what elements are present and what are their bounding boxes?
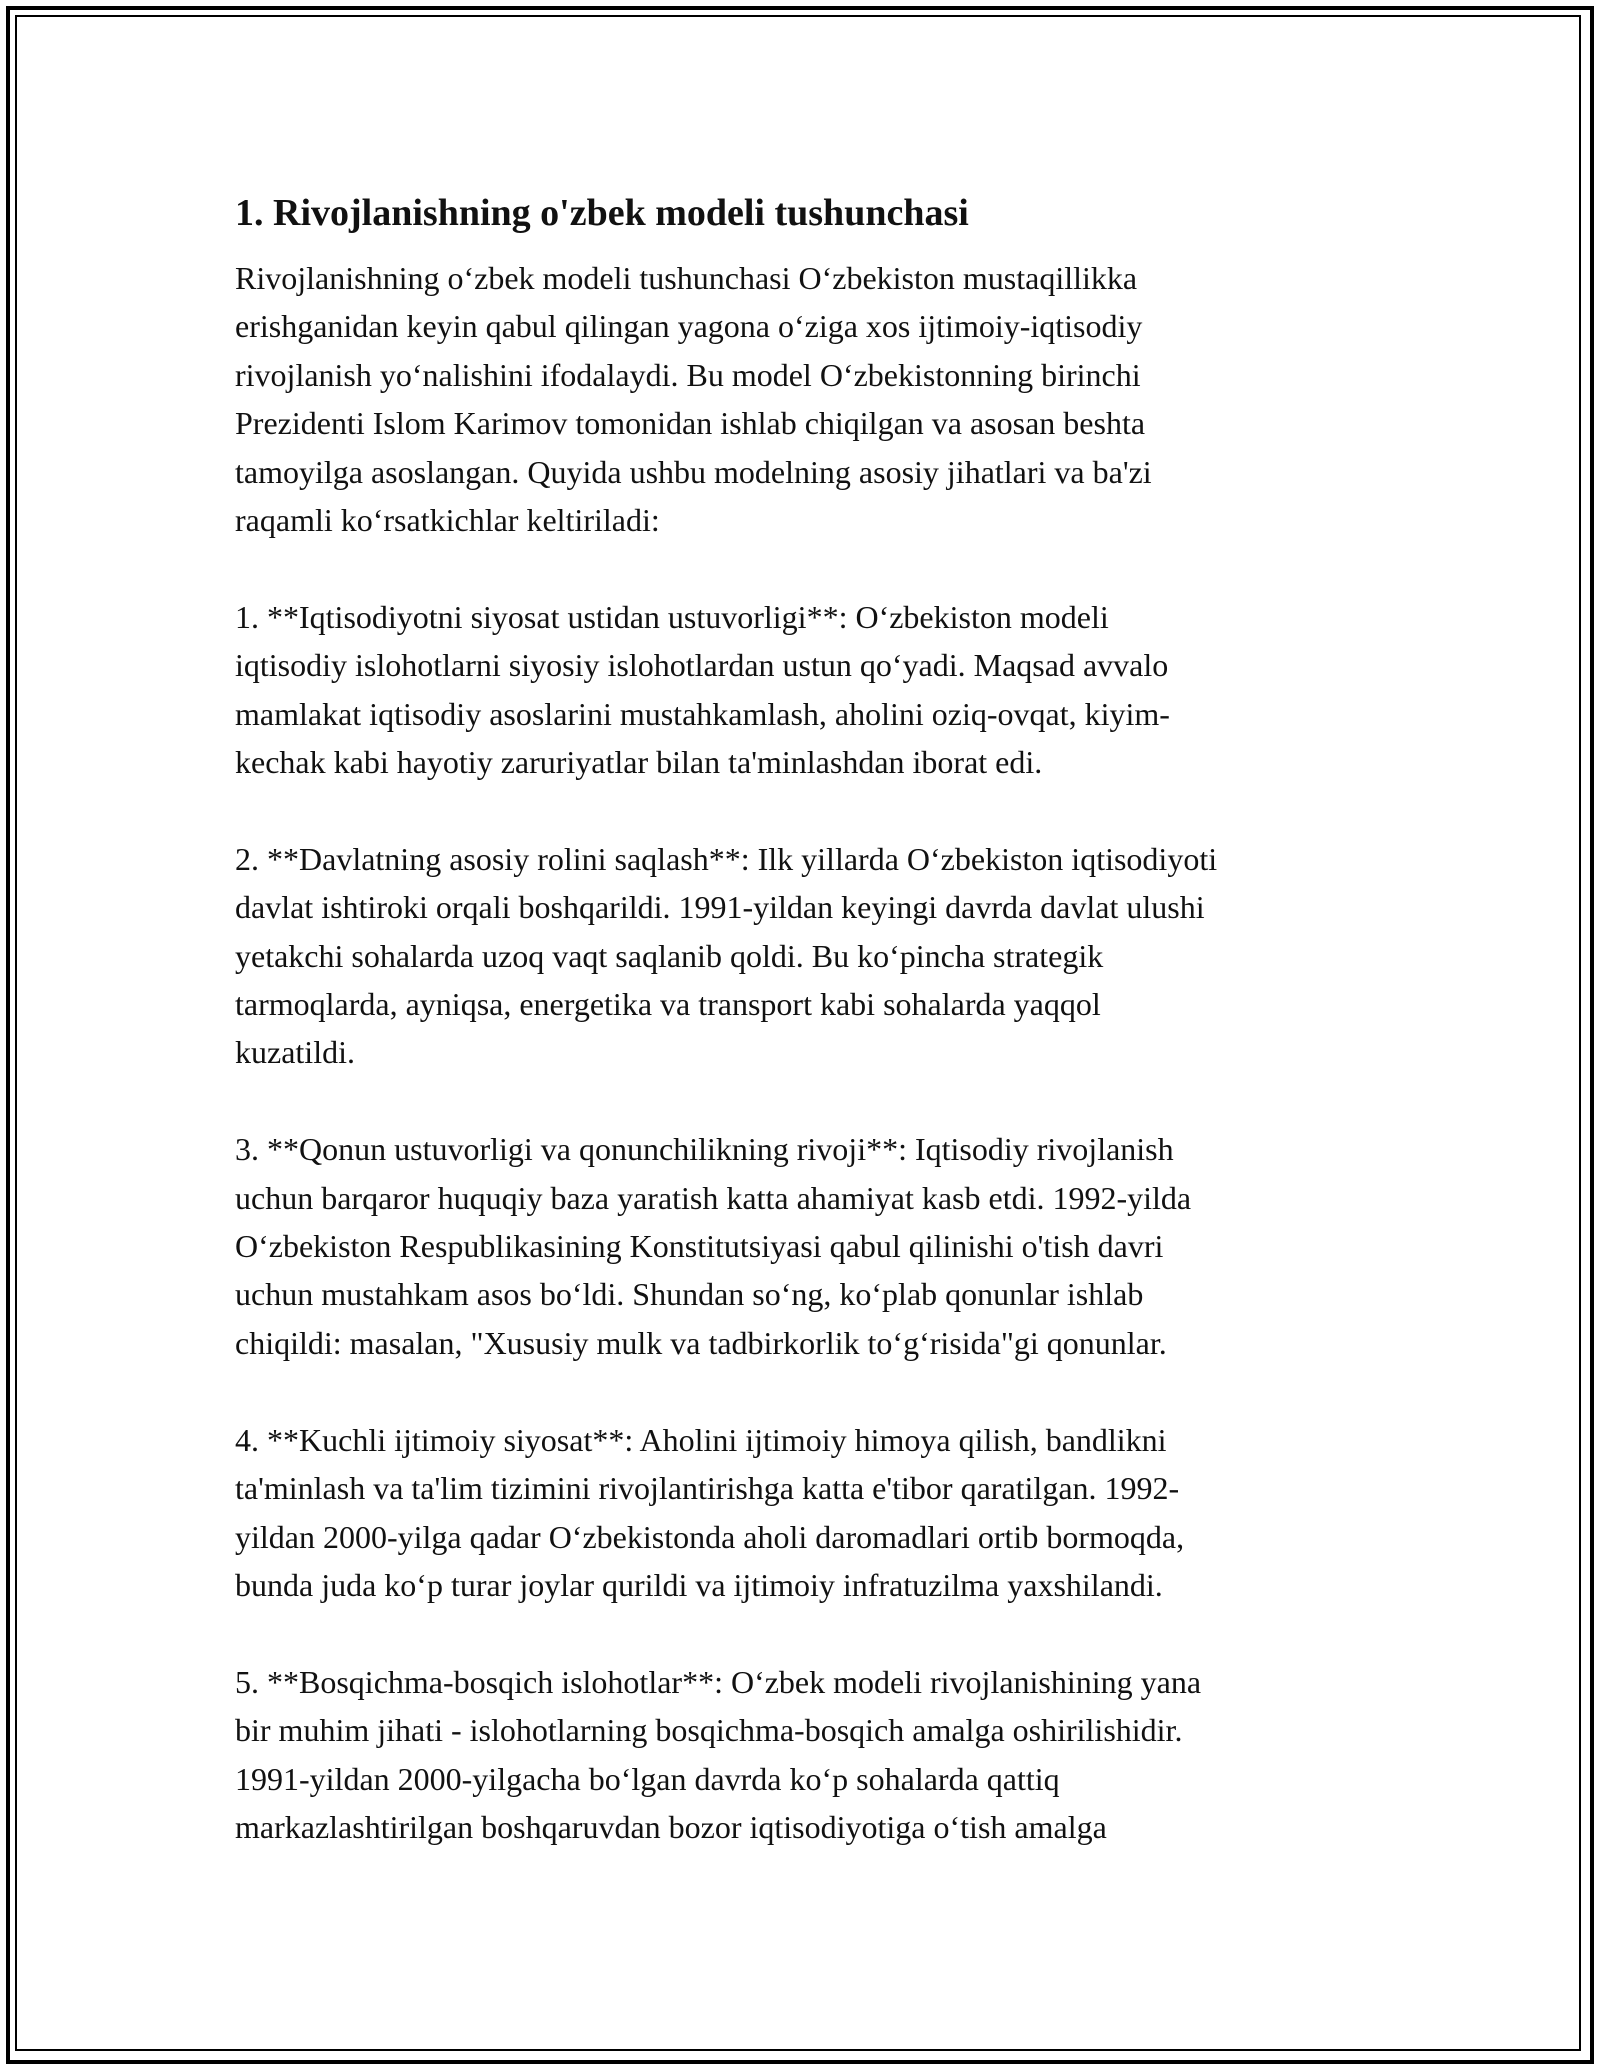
document-title: 1. Rivojlanishning o'zbek modeli tushunchasi	[235, 192, 969, 234]
list-item-3: 3. **Qonun ustuvorligi va qonunchilikning rivoji**: Iqtisodiy rivojlanish uchun barqaror huquqiy baza yaratish katta ahamiyat kasb etdi. 1992-yilda O‘zbekiston Respublikasining Konstitutsiyasi qabul qilinishi o'tish davri uchun mustahkam asos bo‘ldi. Shundan so‘ng, ko‘plab qonunlar ishlab chiqildi: masalan, "Xususiy mulk va tadbirkorlik to‘g‘risida"gi qonunlar.	[235, 1131, 1192, 1361]
list-item-2: 2. **Davlatning asosiy rolini saqlash**: Ilk yillarda O‘zbekiston iqtisodiyoti davlat ishtiroki orqali boshqarildi. 1991-yildan keyingi davrda davlat ulushi yetakchi sohalarda uzoq vaqt saqlanib qoldi. Bu ko‘pincha strategik tarmoqlarda, ayniqsa, energetika va transport kabi sohalarda yaqqol kuzatildi.	[235, 840, 1218, 1071]
list-item-4: 4. **Kuchli ijtimoiy siyosat**: Aholini ijtimoiy himoya qilish, bandlikni ta'minlash va ta'lim tizimini rivojlantirishga katta e'tibor qaratilgan. 1992- yildan 2000-yilga qadar O‘zbekistonda aholi daromadlari ortib bormoqda, bunda juda ko‘p turar joylar qurildi va ijtimoiy infratuzilma yaxshilandi.	[235, 1421, 1185, 1603]
document-page	[235, 186, 1375, 1851]
intro-paragraph: Rivojlanishning o‘zbek modeli tushunchasi O‘zbekiston mustaqillikka erishganidan keyin qabul qilingan yagona o‘ziga xos ijtimoiy-iqtisodiy rivojlanish yo‘nalishini ifodalaydi. Bu model O‘zbekistonning birinchi Prezidenti Islom Karimov tomonidan ishlab chiqilgan va asosan beshta tamoyilga asoslangan. Quyida ushbu modelning asosiy jihatlari va ba'zi raqamli ko‘rsatkichlar keltiriladi:	[235, 260, 1152, 539]
list-item-5: 5. **Bosqichma-bosqich islohotlar**: O‘zbek modeli rivojlanishining yana bir muhim jihati - islohotlarning bosqichma-bosqich amalga oshirilishidir. 1991-yildan 2000-yilgacha bo‘lgan davrda ko‘p sohalarda qattiq markazlashtirilgan boshqaruvdan bozor iqtisodiyotiga o‘tish amalga	[235, 1663, 1202, 1845]
list-item-1: 1. **Iqtisodiyotni siyosat ustidan ustuvorligi**: O‘zbekiston modeli iqtisodiy islohotlarni siyosiy islohotlardan ustun qo‘yadi. Maqsad avvalo mamlakat iqtisodiy asoslarini mustahkamlash, aholini oziq-ovqat, kiyim- kechak kabi hayotiy zaruriyatlar bilan ta'minlashdan iborat edi.	[235, 598, 1170, 781]
